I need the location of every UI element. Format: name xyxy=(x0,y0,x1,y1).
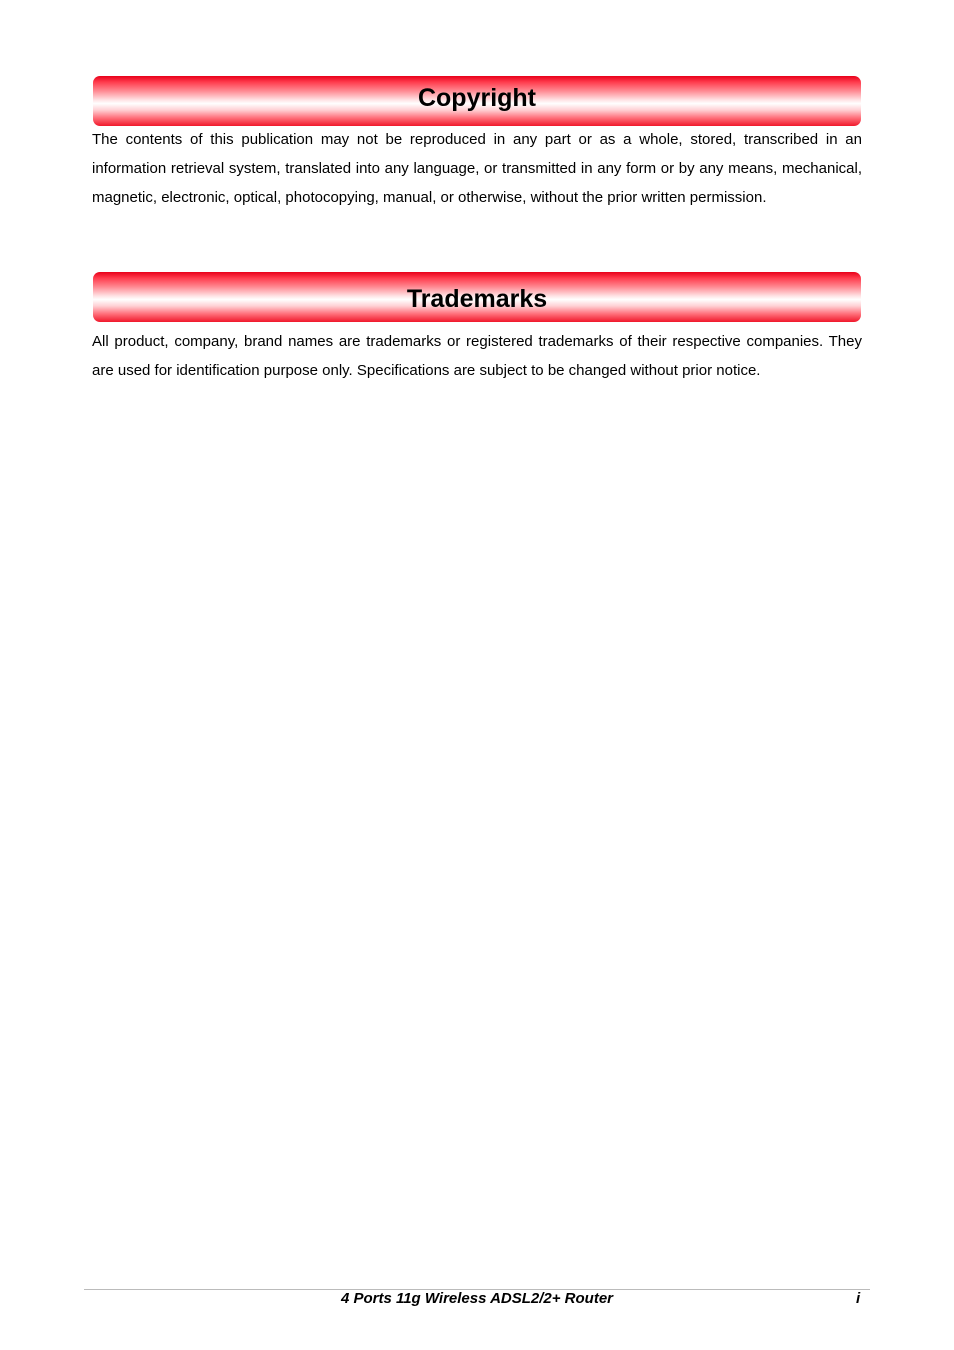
trademarks-heading-banner xyxy=(93,272,861,322)
copyright-heading: Copyright xyxy=(417,84,537,112)
footer-page-number: i xyxy=(856,1290,861,1307)
trademarks-paragraph: All product, company, brand names are trademarks or registered trademarks of their respective companies. They are used for identification purpose only. Specifications are subject to be changed without prior notice. xyxy=(92,333,862,379)
trademarks-heading: Trademarks xyxy=(406,285,548,313)
footer-document-title: 4 Ports 11g Wireless ADSL2/2+ Router xyxy=(340,1290,614,1307)
copyright-paragraph: The contents of this publication may not be reproduced in any part or as a whole, stored, transcribed in an information retrieval system, translated into any language, or transmitted in any form or by any means, mechanical, magnetic, electronic, optical, photocopying, manual, or otherwise, without the prior written permission. xyxy=(92,131,862,206)
copyright-heading-banner xyxy=(93,76,861,126)
